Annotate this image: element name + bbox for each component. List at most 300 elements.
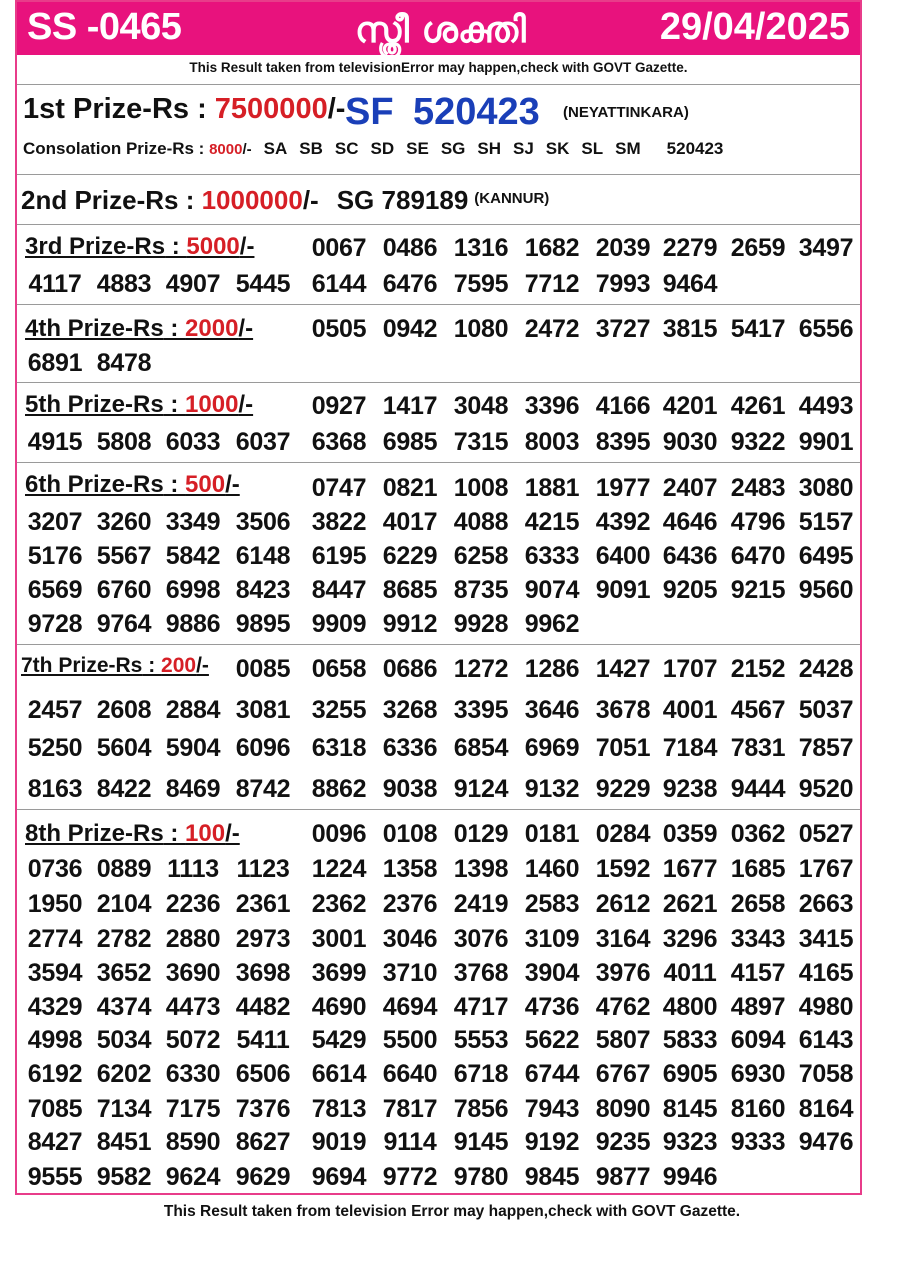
winning-number: 3164: [595, 925, 651, 953]
winning-number: 4201: [662, 392, 718, 420]
prize-label: 3rd Prize-Rs : 5000/-: [25, 233, 255, 260]
winning-number: 5072: [165, 1026, 221, 1054]
winning-number: 6985: [382, 428, 438, 456]
winning-number: 5176: [27, 542, 83, 570]
winning-number: 4883: [96, 270, 152, 298]
winning-number: 9019: [311, 1128, 367, 1156]
winning-number: 4392: [595, 508, 651, 536]
winning-number: 8145: [662, 1095, 718, 1123]
consolation-number: 520423: [666, 139, 724, 158]
winning-number: 2472: [524, 315, 580, 343]
winning-number: 3699: [311, 959, 367, 987]
winning-number: 4897: [730, 993, 786, 1021]
winning-number: 6330: [165, 1060, 221, 1088]
winning-number: 2621: [662, 890, 718, 918]
winning-number: 7857: [798, 734, 854, 762]
prize-amount: 1000: [185, 391, 239, 418]
winning-number: 5250: [27, 734, 83, 762]
prize-amount: 200: [161, 654, 197, 677]
consolation-prize: Consolation Prize-Rs : 8000/- SA SB SC SD SE SG SH SJ SK SL SM 520423: [23, 139, 724, 158]
winning-number: 0096: [311, 820, 367, 848]
winning-number: 9629: [235, 1163, 291, 1191]
second-prize-label: 2nd Prize-Rs : 1000000/- SG 789189 $^{(KANNUR)}$: [21, 185, 550, 215]
winning-number: 8160: [730, 1095, 786, 1123]
winning-number: 4796: [730, 508, 786, 536]
winning-number: 9555: [27, 1163, 83, 1191]
winning-number: 3046: [382, 925, 438, 953]
winning-number: 3260: [96, 508, 152, 536]
winning-number: 9845: [524, 1163, 580, 1191]
winning-number: 5604: [96, 734, 152, 762]
winning-number: 1977: [595, 474, 651, 502]
prize-section-4: [17, 304, 860, 382]
winning-number: 6506: [235, 1060, 291, 1088]
winning-number: 7595: [453, 270, 509, 298]
winning-number: 9895: [235, 610, 291, 638]
winning-number: 2659: [730, 234, 786, 262]
disclaimer-bottom: This Result taken from television Error may happen,check with GOVT Gazette.: [163, 1203, 741, 1220]
winning-number: 2774: [27, 925, 83, 953]
winning-number: 4374: [96, 993, 152, 1021]
disclaimer-top: This Result taken from televisionError may happen,check with GOVT Gazette.: [189, 60, 688, 75]
winning-number: 9520: [798, 775, 854, 803]
winning-number: 9444: [730, 775, 786, 803]
winning-number: 0284: [595, 820, 651, 848]
winning-number: 1398: [453, 855, 509, 883]
winning-number: 3506: [235, 508, 291, 536]
winning-number: 9962: [524, 610, 580, 638]
winning-number: 1950: [27, 890, 83, 918]
prize-label: 7th Prize-Rs : 200/-: [21, 654, 209, 677]
prize-amount: 100: [185, 820, 226, 847]
winning-number: 2880: [165, 925, 221, 953]
winning-number: 8742: [235, 775, 291, 803]
second-prize-place: (KANNUR): [474, 190, 550, 207]
winning-number: 9238: [662, 775, 718, 803]
winning-number: 7831: [730, 734, 786, 762]
draw-date: 29/04/2025: [659, 6, 850, 48]
prize-label: 8th Prize-Rs : 100/-: [25, 820, 240, 847]
winning-number: 7315: [453, 428, 509, 456]
winning-number: 9074: [524, 576, 580, 604]
winning-number: 3268: [382, 696, 438, 724]
winning-number: 2419: [453, 890, 509, 918]
result-sheet: [15, 0, 862, 1195]
winning-number: 6192: [27, 1060, 83, 1088]
winning-number: 6495: [798, 542, 854, 570]
winning-number: 6195: [311, 542, 367, 570]
winning-number: 0736: [27, 855, 83, 883]
winning-number: 6096: [235, 734, 291, 762]
winning-number: 5034: [96, 1026, 152, 1054]
winning-number: 8163: [27, 775, 83, 803]
winning-number: 5500: [382, 1026, 438, 1054]
winning-number: 6033: [165, 428, 221, 456]
winning-number: 6258: [453, 542, 509, 570]
winning-number: 0821: [382, 474, 438, 502]
winning-number: 0108: [382, 820, 438, 848]
winning-number: 6336: [382, 734, 438, 762]
winning-number: 7712: [524, 270, 580, 298]
winning-number: 9464: [662, 270, 718, 298]
winning-number: 7175: [165, 1095, 221, 1123]
winning-number: 8627: [235, 1128, 291, 1156]
winning-number: 3652: [96, 959, 152, 987]
winning-number: 6400: [595, 542, 651, 570]
winning-number: 1881: [524, 474, 580, 502]
winning-number: 5037: [798, 696, 854, 724]
winning-number: 8451: [96, 1128, 152, 1156]
consolation-amount: 8000: [209, 141, 243, 158]
winning-number: 9909: [311, 610, 367, 638]
winning-number: 9322: [730, 428, 786, 456]
consolation-series: SG: [440, 139, 466, 158]
winning-number: 8478: [96, 349, 152, 377]
winning-number: 2884: [165, 696, 221, 724]
winning-number: 6202: [96, 1060, 152, 1088]
winning-number: 4567: [730, 696, 786, 724]
consolation-series: SJ: [513, 139, 534, 158]
winning-number: 4017: [382, 508, 438, 536]
winning-number: 3076: [453, 925, 509, 953]
winning-number: 1080: [453, 315, 509, 343]
winning-number: 2039: [595, 234, 651, 262]
winning-number: 7184: [662, 734, 718, 762]
winning-number: 4482: [235, 993, 291, 1021]
winning-number: 6891: [27, 349, 83, 377]
winning-number: 3646: [524, 696, 580, 724]
winning-number: 6318: [311, 734, 367, 762]
winning-number: 8685: [382, 576, 438, 604]
winning-number: 7813: [311, 1095, 367, 1123]
winning-number: 6148: [235, 542, 291, 570]
winning-number: 9145: [453, 1128, 509, 1156]
winning-number: 3768: [453, 959, 509, 987]
winning-number: 1592: [595, 855, 651, 883]
winning-number: 7817: [382, 1095, 438, 1123]
winning-number: 6368: [311, 428, 367, 456]
winning-number: 2376: [382, 890, 438, 918]
winning-number: 6854: [453, 734, 509, 762]
winning-number: 3207: [27, 508, 83, 536]
winning-number: 5622: [524, 1026, 580, 1054]
consolation-series: SL: [581, 139, 604, 158]
winning-number: 8003: [524, 428, 580, 456]
winning-number: 6333: [524, 542, 580, 570]
winning-number: 1008: [453, 474, 509, 502]
winning-number: 5567: [96, 542, 152, 570]
winning-number: 9946: [662, 1163, 718, 1191]
winning-number: 6476: [382, 270, 438, 298]
winning-number: 4011: [663, 959, 717, 987]
header-bar: [17, 2, 860, 55]
winning-number: 0486: [382, 234, 438, 262]
winning-number: 1224: [311, 855, 367, 883]
winning-number: 2612: [595, 890, 651, 918]
winning-number: 7134: [96, 1095, 152, 1123]
winning-number: 0129: [453, 820, 509, 848]
winning-number: 9901: [798, 428, 854, 456]
winning-number: 5842: [165, 542, 221, 570]
winning-number: 4736: [524, 993, 580, 1021]
winning-number: 9772: [382, 1163, 438, 1191]
winning-number: 2583: [524, 890, 580, 918]
winning-number: 3415: [798, 925, 854, 953]
second-prize-number: 789189: [381, 185, 469, 215]
winning-number: 3678: [595, 696, 651, 724]
winning-number: 3296: [662, 925, 718, 953]
winning-number: 4473: [165, 993, 221, 1021]
winning-number: 3976: [595, 959, 651, 987]
winning-number: 0747: [311, 474, 367, 502]
prize-section-8: [17, 809, 860, 1195]
winning-number: 5808: [96, 428, 152, 456]
winning-number: 1417: [382, 392, 438, 420]
winning-number: 2483: [730, 474, 786, 502]
prize-section-5: [17, 382, 860, 462]
winning-number: 5904: [165, 734, 221, 762]
winning-number: 3815: [662, 315, 718, 343]
winning-number: 7856: [453, 1095, 509, 1123]
consolation-series: SD: [370, 139, 395, 158]
prize-section-6: [17, 462, 860, 644]
prize-section-3: [17, 224, 860, 304]
winning-number: 7943: [524, 1095, 580, 1123]
winning-number: 5157: [798, 508, 854, 536]
winning-number: 2663: [798, 890, 854, 918]
winning-number: 6744: [524, 1060, 580, 1088]
winning-number: 0527: [798, 820, 854, 848]
winning-number: 4329: [27, 993, 83, 1021]
winning-number: 3080: [798, 474, 854, 502]
winning-number: 2236: [165, 890, 221, 918]
winning-number: 8423: [235, 576, 291, 604]
winning-number: 9877: [595, 1163, 651, 1191]
winning-number: 3594: [27, 959, 83, 987]
winning-number: 2457: [27, 696, 83, 724]
winning-number: 0686: [382, 655, 438, 683]
first-prize-section: [17, 84, 860, 174]
winning-number: 3822: [311, 508, 367, 536]
winning-number: 9476: [798, 1128, 854, 1156]
winning-number: 1358: [382, 855, 438, 883]
winning-number: 2362: [311, 890, 367, 918]
winning-number: 9928: [453, 610, 509, 638]
winning-number: 7376: [235, 1095, 291, 1123]
winning-number: 3343: [730, 925, 786, 953]
winning-number: 6640: [382, 1060, 438, 1088]
winning-number: 2279: [662, 234, 718, 262]
winning-number: 9624: [165, 1163, 221, 1191]
second-prize-amount: 1000000: [201, 185, 303, 215]
winning-number: 3349: [165, 508, 221, 536]
winning-number: 4690: [311, 993, 367, 1021]
winning-number: 9215: [730, 576, 786, 604]
consolation-series: SA: [263, 139, 288, 158]
winning-number: 4717: [453, 993, 509, 1021]
winning-number: 3698: [235, 959, 291, 987]
winning-number: 6143: [798, 1026, 854, 1054]
winning-number: 3081: [235, 696, 291, 724]
winning-number: 6229: [382, 542, 438, 570]
winning-number: 5445: [235, 270, 291, 298]
winning-number: 6969: [524, 734, 580, 762]
winning-number: 9323: [662, 1128, 718, 1156]
winning-number: 8447: [311, 576, 367, 604]
winning-number: 2973: [235, 925, 291, 953]
winning-number: 9192: [524, 1128, 580, 1156]
winning-number: 0505: [311, 315, 367, 343]
winning-number: 9235: [595, 1128, 651, 1156]
winning-number: 8590: [165, 1128, 221, 1156]
winning-number: 4493: [798, 392, 854, 420]
prize-amount: 2000: [185, 315, 239, 342]
prize-label: 5th Prize-Rs : 1000/-: [25, 391, 254, 418]
winning-number: 8164: [798, 1095, 854, 1123]
winning-number: 9091: [595, 576, 651, 604]
winning-number: 4998: [27, 1026, 83, 1054]
winning-number: 4915: [27, 428, 83, 456]
winning-number: 0942: [382, 315, 438, 343]
winning-number: 3048: [453, 392, 509, 420]
winning-number: 4261: [730, 392, 786, 420]
winning-number: 2104: [96, 890, 152, 918]
winning-number: 6998: [165, 576, 221, 604]
first-prize-label: 1st Prize-Rs : 7500000/-: [23, 93, 346, 125]
second-prize-section: [17, 174, 860, 224]
winning-number: 0085: [235, 655, 291, 683]
winning-number: 7058: [798, 1060, 854, 1088]
winning-number: 9229: [595, 775, 651, 803]
winning-number: 6470: [730, 542, 786, 570]
winning-number: 4215: [524, 508, 580, 536]
prize-amount: 5000: [186, 233, 240, 260]
winning-number: 1682: [524, 234, 580, 262]
winning-number: 9886: [165, 610, 221, 638]
winning-number: 3727: [595, 315, 651, 343]
winning-number: 1113: [167, 855, 219, 883]
winning-number: 4117: [28, 270, 82, 298]
first-prize-amount: 7500000: [214, 93, 328, 125]
winning-number: 1767: [798, 855, 854, 883]
winning-number: 6930: [730, 1060, 786, 1088]
winning-number: 3497: [798, 234, 854, 262]
winning-number: 4980: [798, 993, 854, 1021]
winning-number: 3001: [311, 925, 367, 953]
winning-number: 9132: [524, 775, 580, 803]
winning-number: 4694: [382, 993, 438, 1021]
winning-number: 2428: [798, 655, 854, 683]
winning-number: 0359: [662, 820, 718, 848]
winning-number: 9694: [311, 1163, 367, 1191]
prize-amount: 500: [185, 471, 226, 498]
winning-number: 6760: [96, 576, 152, 604]
consolation-series: SC: [334, 139, 359, 158]
winning-number: 9205: [662, 576, 718, 604]
winning-number: 0927: [311, 392, 367, 420]
winning-number: 9560: [798, 576, 854, 604]
second-prize-series: SG: [336, 185, 375, 215]
winning-number: 9038: [382, 775, 438, 803]
winning-number: 1316: [453, 234, 509, 262]
winning-number: 1677: [662, 855, 718, 883]
winning-number: 3109: [524, 925, 580, 953]
consolation-series: SM: [615, 139, 641, 158]
winning-number: 1123: [236, 855, 290, 883]
winning-number: 7051: [595, 734, 651, 762]
winning-number: 6556: [798, 315, 854, 343]
winning-number: 3396: [524, 392, 580, 420]
prize-section-7: [17, 644, 860, 809]
winning-number: 8395: [595, 428, 651, 456]
lottery-name: സ്ത്രീ ശക്തി: [355, 10, 526, 51]
winning-number: 2658: [730, 890, 786, 918]
winning-number: 9582: [96, 1163, 152, 1191]
winning-number: 1707: [662, 655, 718, 683]
winning-number: 5411: [236, 1026, 290, 1054]
consolation-series: SH: [477, 139, 501, 158]
winning-number: 3904: [524, 959, 580, 987]
winning-number: 1460: [524, 855, 580, 883]
winning-number: 4762: [595, 993, 651, 1021]
winning-number: 2361: [235, 890, 291, 918]
first-prize-number: 520423: [413, 91, 540, 133]
winning-number: 9333: [730, 1128, 786, 1156]
consolation-series: SK: [545, 139, 570, 158]
winning-number: 5417: [730, 315, 786, 343]
winning-number: 4166: [595, 392, 651, 420]
winning-number: 1427: [595, 655, 651, 683]
winning-number: 6094: [730, 1026, 786, 1054]
winning-number: 5807: [595, 1026, 651, 1054]
winning-number: 1286: [524, 655, 580, 683]
winning-number: 6905: [662, 1060, 718, 1088]
winning-number: 6436: [662, 542, 718, 570]
winning-number: 4800: [662, 993, 718, 1021]
consolation-series: SE: [406, 139, 429, 158]
winning-number: 4001: [662, 696, 718, 724]
winning-number: 6037: [235, 428, 291, 456]
winning-number: 2782: [96, 925, 152, 953]
winning-number: 6614: [311, 1060, 367, 1088]
winning-number: 7993: [595, 270, 651, 298]
winning-number: 4165: [798, 959, 854, 987]
winning-number: 9728: [27, 610, 83, 638]
prize-label: 4th Prize-Rs : 2000/-: [25, 315, 254, 342]
winning-number: 9114: [383, 1128, 437, 1156]
winning-number: 0362: [730, 820, 786, 848]
winning-number: 9124: [453, 775, 509, 803]
draw-code: SS -0465: [27, 6, 182, 48]
consolation-series: SB: [299, 139, 323, 158]
winning-number: 9030: [662, 428, 718, 456]
prize-label: 6th Prize-Rs : 500/-: [25, 471, 240, 498]
winning-number: 6767: [595, 1060, 651, 1088]
winning-number: 3710: [382, 959, 438, 987]
winning-number: 5553: [453, 1026, 509, 1054]
winning-number: 8090: [595, 1095, 651, 1123]
winning-number: 4907: [165, 270, 221, 298]
winning-number: 2407: [662, 474, 718, 502]
winning-number: 9912: [382, 610, 438, 638]
winning-number: 4157: [730, 959, 786, 987]
winning-number: 1685: [730, 855, 786, 883]
winning-number: 5429: [311, 1026, 367, 1054]
winning-number: 7085: [27, 1095, 83, 1123]
winning-number: 8422: [96, 775, 152, 803]
winning-number: 8427: [27, 1128, 83, 1156]
winning-number: 9764: [96, 610, 152, 638]
